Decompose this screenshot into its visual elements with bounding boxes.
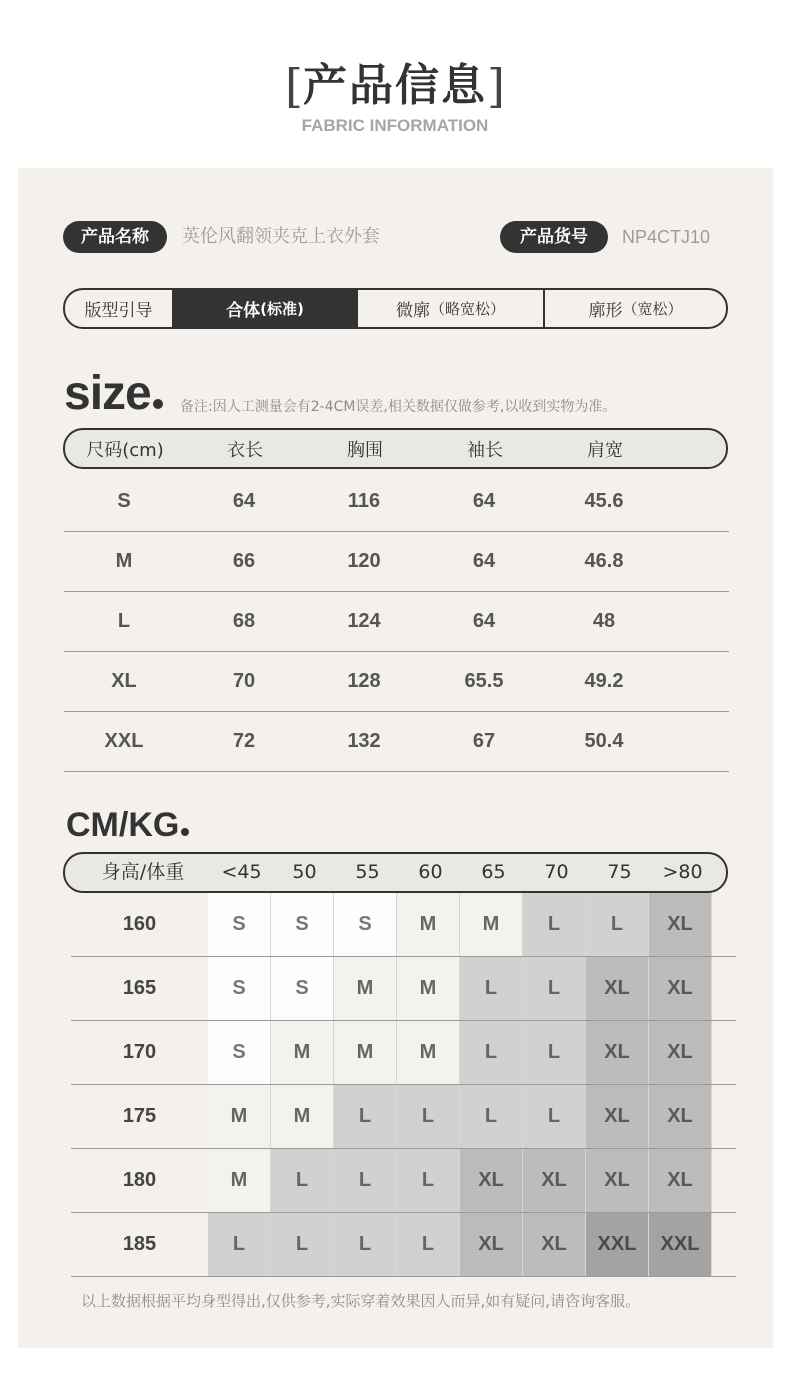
fit-grid-cell: XL (586, 957, 649, 1020)
fit-grid-cell: L (460, 957, 523, 1020)
size-cell: 128 (347, 670, 381, 692)
fit-grid-cell: L (523, 1021, 586, 1084)
fit-grid-cell: XL (649, 893, 712, 956)
weight-header: >80 (662, 861, 703, 883)
fit-grid-cell: XL (586, 1149, 649, 1212)
fit-option-relaxed (358, 290, 543, 327)
fit-grid-cell: L (334, 1149, 397, 1212)
fit-grid-cell: L (523, 1085, 586, 1148)
size-col-header: 肩宽 (587, 439, 623, 461)
size-cell: XXL (104, 730, 144, 752)
size-cell: XL (111, 670, 137, 692)
info-panel (18, 168, 773, 1348)
size-cell: 65.5 (464, 670, 504, 692)
fit-grid-cell: M (334, 957, 397, 1020)
fit-grid-cell: M (208, 1149, 271, 1212)
fit-grid-cell: M (397, 1021, 460, 1084)
size-cell: 46.8 (584, 550, 624, 572)
weight-header: 60 (418, 861, 443, 883)
weight-header: 55 (355, 861, 380, 883)
size-heading-text: size (64, 367, 151, 420)
footer-note: 以上数据根据平均身型得出,仅供参考,实际穿着效果因人而异,如有疑问,请咨询客服。 (81, 1292, 641, 1310)
fit-grid-row (71, 1085, 736, 1149)
fit-grid-cell: S (208, 1021, 271, 1084)
page-subtitle: FABRIC INFORMATION (301, 116, 489, 135)
fit-grid-cell: L (208, 1213, 271, 1276)
fit-grid-cell: L (397, 1213, 460, 1276)
fit-grid-cell: M (460, 893, 523, 956)
product-code-value: NP4CTJ10 (622, 227, 711, 247)
heading-dot (181, 828, 189, 836)
fit-grid-cell: XL (523, 1213, 586, 1276)
fit-grid-corner-label: 身高/体重 (101, 861, 185, 883)
fit-grid-cell: S (208, 893, 271, 956)
weight-header: 70 (544, 861, 569, 883)
cmkg-heading (66, 803, 189, 847)
weight-header: 50 (292, 861, 317, 883)
size-cell: 66 (232, 550, 256, 572)
fit-grid-cell: S (334, 893, 397, 956)
fit-grid-row (71, 1021, 736, 1085)
size-table-row (64, 652, 729, 712)
fit-grid-cell: XL (649, 1149, 712, 1212)
fit-grid-cell: S (271, 957, 334, 1020)
title-group (0, 58, 790, 114)
fit-grid-cell: XL (460, 1213, 523, 1276)
size-col-header: 胸围 (347, 439, 383, 461)
fit-option-main: 微廓 (395, 301, 430, 321)
size-col-header: 尺码(cm) (86, 439, 164, 461)
page-title: 产品信息 (303, 60, 487, 111)
size-cell: 50.4 (584, 730, 624, 752)
size-cell: 116 (347, 490, 381, 512)
size-cell: 64 (472, 490, 496, 512)
fit-grid-cell: M (334, 1021, 397, 1084)
fit-grid-row (71, 893, 736, 957)
fit-grid-cell: L (523, 957, 586, 1020)
product-code-label: 产品货号 (500, 221, 608, 253)
size-table-row (64, 472, 729, 532)
cmkg-heading-text: CM/KG (66, 806, 180, 844)
fit-grid-cell: XL (523, 1149, 586, 1212)
size-cell: 45.6 (584, 490, 624, 512)
height-label: 180 (122, 1169, 157, 1191)
fit-grid-cell: XL (649, 957, 712, 1020)
size-col-header: 衣长 (227, 439, 263, 461)
fit-grid-cell: M (397, 957, 460, 1020)
weight-header: 65 (481, 861, 506, 883)
height-label: 175 (122, 1105, 157, 1127)
size-cell: M (115, 550, 133, 572)
fit-grid-cell: L (586, 893, 649, 956)
product-name-label: 产品名称 (63, 221, 167, 253)
fit-grid-cell: L (397, 1085, 460, 1148)
fit-grid-cell: L (460, 1021, 523, 1084)
fit-grid-cell: L (271, 1149, 334, 1212)
height-label: 165 (122, 977, 157, 999)
size-table-row (64, 712, 729, 772)
fit-grid-header (63, 852, 728, 893)
weight-header: 75 (607, 861, 632, 883)
size-cell: 120 (347, 550, 381, 572)
fit-grid-cell: L (397, 1149, 460, 1212)
fit-grid-cell: M (397, 893, 460, 956)
fit-grid-cell: L (271, 1213, 334, 1276)
size-cell: 68 (232, 610, 256, 632)
size-table-row (64, 532, 729, 592)
heading-dot (153, 399, 163, 409)
fit-guide-label: 版型引导 (84, 301, 153, 321)
fit-grid-cell: S (208, 957, 271, 1020)
size-table-row (64, 592, 729, 652)
fit-option-sub: （略宽松） (429, 300, 505, 318)
size-cell: 67 (472, 730, 496, 752)
weight-header: <45 (221, 861, 262, 883)
fit-grid-cell: XXL (586, 1213, 649, 1276)
fit-grid-cell: L (460, 1085, 523, 1148)
fit-grid-cell: M (271, 1085, 334, 1148)
fit-grid-cell: XL (586, 1085, 649, 1148)
fit-option-sub: (标准) (260, 300, 304, 318)
fit-option-regular (172, 290, 358, 327)
fit-grid-cell: M (208, 1085, 271, 1148)
title-bracket-left: [ (285, 59, 303, 113)
fit-grid-cell: S (271, 893, 334, 956)
fit-grid-row (71, 1213, 736, 1277)
height-label: 160 (122, 913, 157, 935)
title-bracket-right: ] (487, 59, 505, 113)
size-table-header (63, 428, 728, 469)
size-cell: 49.2 (584, 670, 624, 692)
fit-option-main: 合体 (226, 301, 261, 321)
size-cell: 64 (472, 610, 496, 632)
fit-grid-cell: L (334, 1213, 397, 1276)
fit-option-sub: （宽松） (622, 300, 683, 318)
product-name-value: 英伦风翻领夹克上衣外套 (182, 226, 380, 247)
size-cell: 64 (232, 490, 256, 512)
size-heading (64, 366, 163, 422)
height-label: 185 (122, 1233, 157, 1255)
size-cell: 72 (232, 730, 256, 752)
size-note: 备注:因人工测量会有2-4CM误差,相关数据仅做参考,以收到实物为准。 (180, 399, 617, 415)
fit-grid-row (71, 1149, 736, 1213)
fit-option-oversized (543, 290, 726, 327)
size-cell: 64 (472, 550, 496, 572)
size-cell: 70 (232, 670, 256, 692)
fit-option-main: 廓形 (588, 301, 623, 321)
page-header (0, 0, 790, 168)
fit-grid-cell: XL (460, 1149, 523, 1212)
size-cell: 124 (347, 610, 381, 632)
fit-guide-bar (63, 288, 728, 329)
size-cell: 132 (347, 730, 381, 752)
fit-grid-cell: L (334, 1085, 397, 1148)
fit-grid-cell: XXL (649, 1213, 712, 1276)
size-cell: L (117, 610, 131, 632)
size-col-header: 袖长 (467, 439, 503, 461)
height-label: 170 (122, 1041, 157, 1063)
size-cell: S (117, 490, 131, 512)
fit-grid-cell: M (271, 1021, 334, 1084)
size-cell: 48 (592, 610, 616, 632)
fit-grid-cell: XL (586, 1021, 649, 1084)
fit-grid-cell: XL (649, 1085, 712, 1148)
fit-grid-cell: XL (649, 1021, 712, 1084)
fit-grid-row (71, 957, 736, 1021)
fit-grid-cell: L (523, 893, 586, 956)
